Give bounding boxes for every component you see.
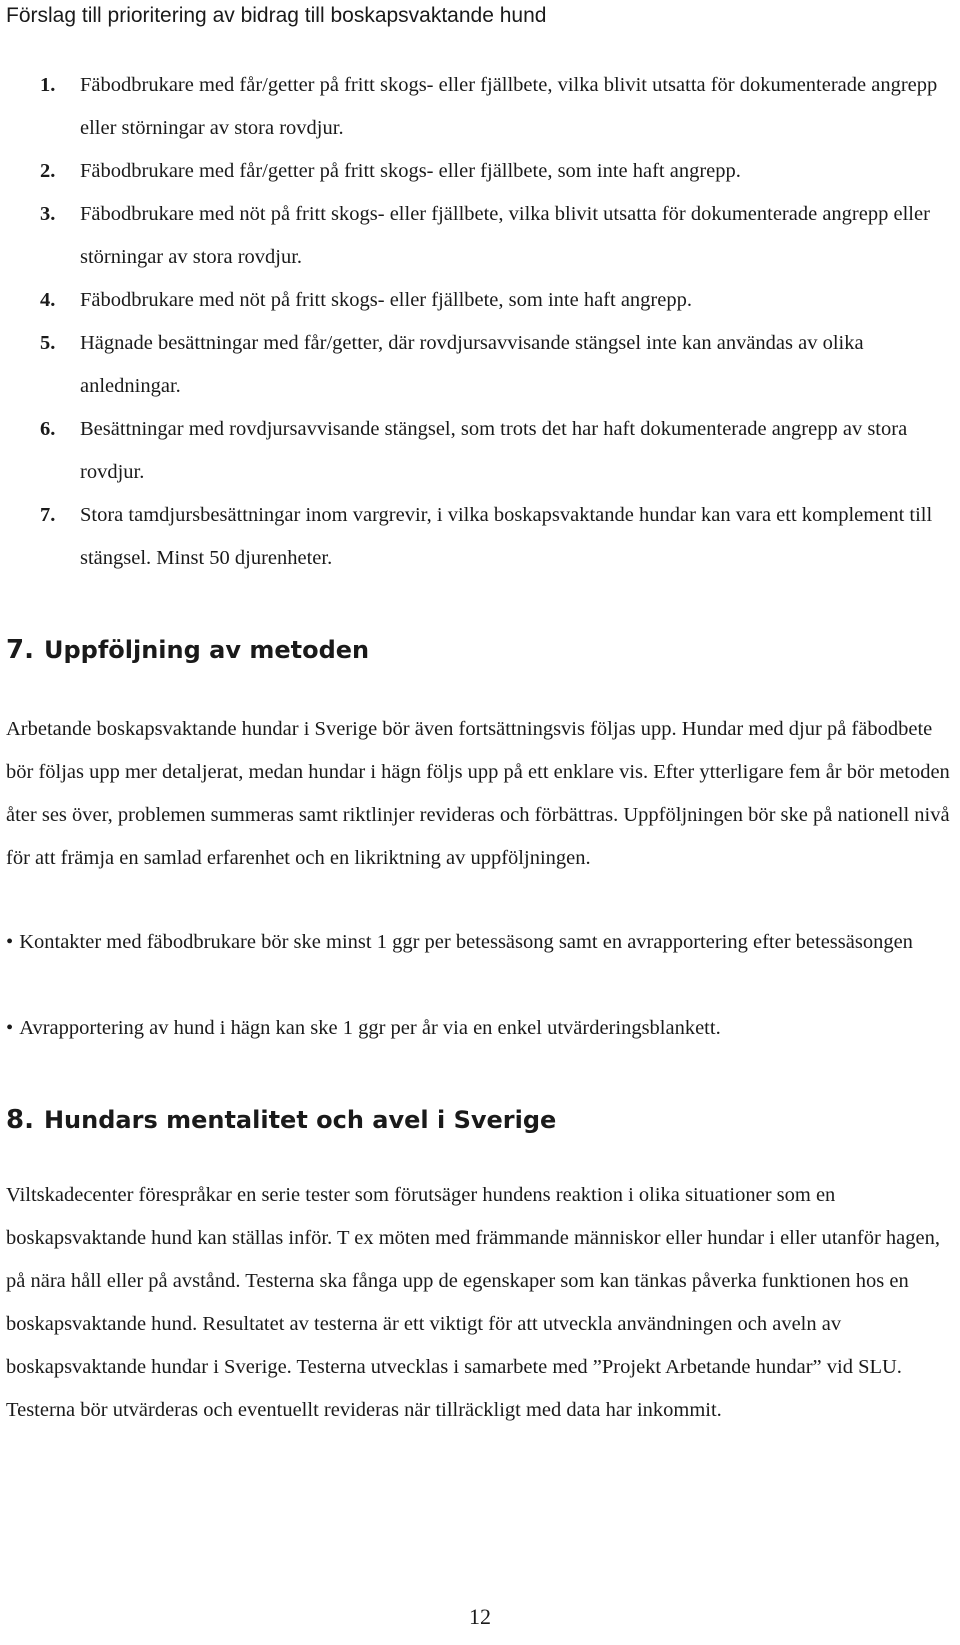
list-item (40, 193, 960, 279)
list-item (40, 494, 960, 580)
list-item-number: 6. (40, 418, 56, 440)
list-item-text: Stora tamdjursbesättningar inom vargrevir, i vilka boskapsvaktande hundar kan vara ett komplement till stängsel. Minst 50 djurenheter. (80, 504, 933, 569)
bullet-icon: • (6, 931, 14, 953)
bullet-item (6, 921, 956, 964)
list-item-text: Besättningar med rovdjursavvisande stängsel, som trots det har haft dokumenterade angrepp av stora rovdjur. (80, 418, 908, 483)
list-item-number: 4. (40, 289, 56, 311)
list-item-text: Fäbodbrukare med nöt på fritt skogs- eller fjällbete, som inte haft angrepp. (80, 289, 692, 311)
section-8-paragraph: Viltskadecenter förespråkar en serie tester som förutsäger hundens reaktion i olika situationer som en boskapsvaktande hund kan ställas inför. T ex möten med främmande människor eller hundar i eller utanför hagen, på nära håll eller på avstånd. Testerna ska fånga upp de egenskaper som kan tänkas påverka funktionen hos en boskapsvaktande hund. Resultatet av testerna är ett viktigt för att utveckla användningen och aveln av boskapsvaktande hundar i Sverige. Testerna utvecklas i samarbete med ”Projekt Arbetande hundar” vid SLU. Testerna bör utvärderas och eventuellt revideras när tillräckligt med data har inkommit. (6, 1184, 941, 1421)
list-item (40, 150, 960, 193)
bullet-text: Kontakter med fäbodbrukare bör ske minst 1 ggr per betessäsong samt en avrapportering efter betessäsongen (19, 931, 913, 953)
list-item-text: Hägnade besättningar med får/getter, där rovdjursavvisande stängsel inte kan användas av olika anledningar. (80, 332, 864, 397)
list-item-number: 5. (40, 332, 56, 354)
list-item-number: 7. (40, 504, 56, 526)
page-number: 12 (469, 1604, 491, 1629)
list-item-number: 1. (40, 74, 56, 96)
list-item (40, 279, 960, 322)
list-item-text: Fäbodbrukare med får/getter på fritt skogs- eller fjällbete, som inte haft angrepp. (80, 160, 741, 182)
list-item (40, 322, 960, 408)
section-7-heading (6, 634, 369, 666)
bullet-item (6, 1007, 956, 1050)
list-item-text: Fäbodbrukare med får/getter på fritt skogs- eller fjällbete, vilka blivit utsatta för dokumenterade angrepp eller störningar av stora rovdjur. (80, 74, 938, 139)
section-8-number: 8. (6, 1105, 34, 1135)
section-7-number: 7. (6, 635, 34, 665)
list-item-number: 2. (40, 160, 56, 182)
priority-list (40, 64, 960, 580)
list-item-text: Fäbodbrukare med nöt på fritt skogs- eller fjällbete, vilka blivit utsatta för dokumenterade angrepp eller störningar av stora rovdjur. (80, 203, 930, 268)
bullet-text: Avrapportering av hund i hägn kan ske 1 ggr per år via en enkel utvärderingsblankett. (19, 1017, 721, 1039)
list-item (40, 64, 960, 150)
bullet-icon: • (6, 1017, 14, 1039)
section-7-paragraph: Arbetande boskapsvaktande hundar i Sverige bör även fortsättningsvis följas upp. Hundar med djur på fäbodbete bör följas upp mer detaljerat, medan hundar i hägn följs upp på ett enklare vis. Efter ytterligare fem år bör metoden åter ses över, problemen summeras samt riktlinjer revideras och förbättras. Uppföljningen bör ske på nationell nivå för att främja en samlad erfarenhet och en likriktning av uppföljningen. (6, 718, 950, 869)
page-title: Förslag till prioritering av bidrag till boskapsvaktande hund (6, 4, 547, 27)
list-item (40, 408, 960, 494)
list-item-number: 3. (40, 203, 56, 225)
section-8-heading (6, 1104, 556, 1136)
section-7-title: Uppföljning av metoden (43, 636, 370, 664)
section-8-title: Hundars mentalitet och avel i Sverige (43, 1106, 557, 1134)
